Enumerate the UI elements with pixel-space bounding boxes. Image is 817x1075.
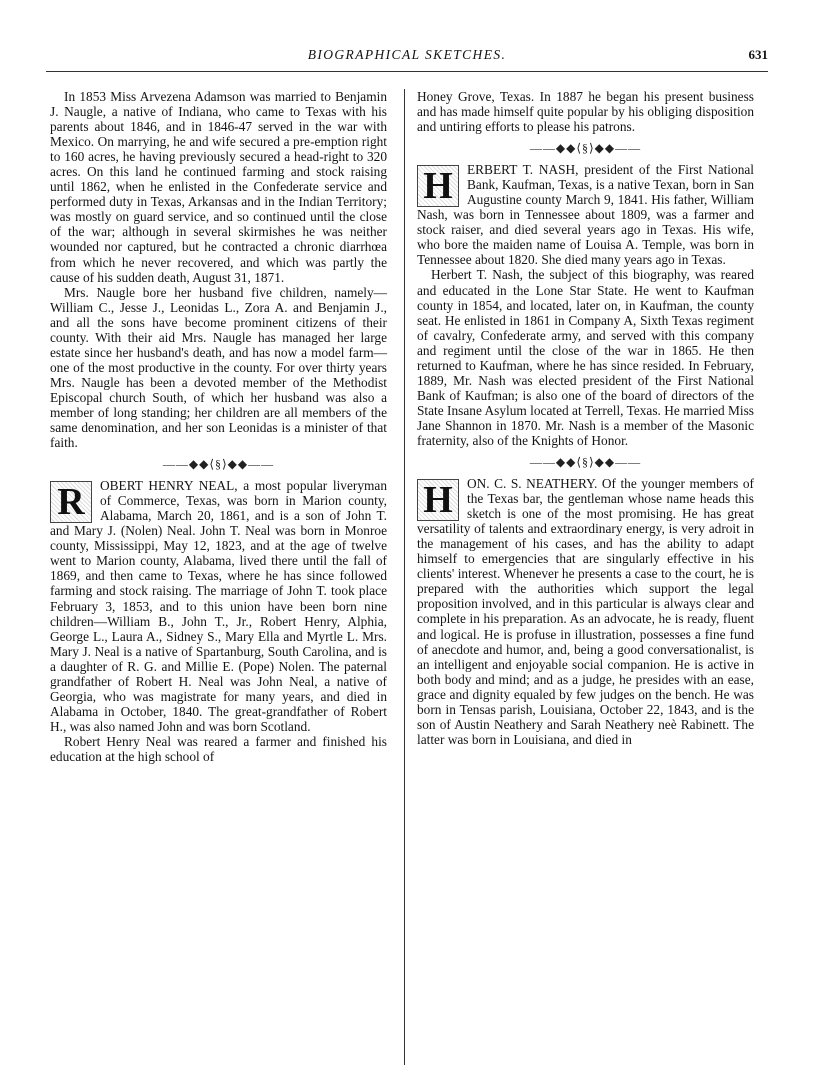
neal-paragraph-2: Robert Henry Neal was reared a farmer and finished his education at the high school of [50, 733, 387, 764]
neal-drop-cap: R [50, 481, 92, 523]
left-column [50, 89, 387, 764]
nash-lead-text: ERBERT T. NASH, president of the First National Bank, Kaufman, Texas, is a native Texan, born in San Augustine county March 9, 1841. His father, William Nash, was born in Tennessee about 1809, was a farmer and stock raiser, and died several years ago in Texas. His wife, who bore the maiden name of Louisa A. Temple, was born in Tennessee about 1820. She died many years ago in Texas. [417, 162, 754, 268]
naugle-paragraph-2: Mrs. Naugle bore her husband five children, namely—William C., Jesse J., Leonidas L., Zora A. and Benjamin J., and all the sons have become prominent citizens of their county. With their aid Mrs. Naugle has managed her large estate since her husband's death, and has now a model farm—one of the most productive in the county. For over thirty years Mrs. Naugle has been a devoted member of the Methodist Episcopal church South, of which her husband was also a member of long standing; her children are all members of the same denomination, and her son Leonidas is a minister of that faith. [50, 284, 387, 451]
neathery-drop-cap: H [417, 479, 459, 521]
section-ornament: ——◆◆⟨§⟩◆◆—— [162, 457, 275, 472]
section-ornament: ——◆◆⟨§⟩◆◆—— [529, 455, 642, 470]
neathery-sketch-lead [417, 476, 754, 747]
neathery-lead-text: ON. C. S. NEATHERY. Of the younger members of the Texas bar, the gentleman whose name heads this sketch is one of the most promising. He has great versatility of talents and extraordinary energy, is very adroit in the management of his cases, and has the ability to adapt himself to emergencies that are singularly effective in his clients' interest. Whenever he presents a case to the court, he is prepared with the authorities which support the legal proposition involved, and in this particular is always clear and complete in his preparation. As an advocate, he is ready, fluent and logical. He is profuse in illustration, possesses a fine fund of anecdote and humor, and, being a good conversationalist, is an intelligent and enjoyable social companion. He is active in both body and mind; and as a judge, he presides with an ease, grace and dignity equaled by few judges on the bench. He was born in Tensas parish, Louisiana, October 22, 1843, and is the son of Austin Neathery and Sarah Neathery neè Rabinett. The latter was born in Louisiana, and died in [417, 476, 754, 747]
neal-continuation: Honey Grove, Texas. In 1887 he began his present business and has made himself quite popular by his obliging disposition and untiring efforts to please his patrons. [417, 89, 754, 135]
running-title: BIOGRAPHICAL SKETCHES. [307, 47, 507, 62]
nash-sketch-lead [417, 162, 754, 267]
nash-drop-cap: H [417, 165, 459, 207]
naugle-paragraph-1: In 1853 Miss Arvezena Adamson was married to Benjamin J. Naugle, a native of Indiana, who came to Texas with his parents about 1846, and in 1846-47 served in the war with Mexico. On marrying, he and wife secured a pre-emption right to 160 acres, he having previously secured a head-right to 320 acres. On this land he continued farming and stock raising until 1862, when he enlisted in the Confederate service and performed duty in Texas, Arkansas and in the Indian Territory; was mostly on guard service, and so continued until the close of the war; although in several skirmishes he was neither wounded nor captured, but he contracted a chronic diarrhœa from which he never recovered, and which was partly the cause of his sudden death, August 31, 1871. [50, 89, 387, 285]
section-ornament: ——◆◆⟨§⟩◆◆—— [529, 141, 642, 156]
header-rule [46, 71, 768, 72]
page-number: 631 [748, 47, 768, 62]
neal-lead-text: OBERT HENRY NEAL, a most popular liveryman of Commerce, Texas, was born in Marion county, Alabama, March 20, 1861, and is a son of John T. and Mary J. (Nolen) Neal. John T. Neal was born in Monroe county, Mississippi, May 12, 1823, and at the age of twelve went to Marion county, Alabama, lived there until the fall of 1869, and then came to Texas, where he has since followed farming and stock raising. The marriage of John T. took place February 3, 1853, and to this union have been born nine children—William B., John T., Jr., Robert Henry, Alphia, George L., Laura A., Sidney S., Mary Ella and Myrtle L. Mrs. Mary J. Neal is a native of Spartanburg, South Carolina, and is a daughter of R. G. and Millie E. (Pope) Nolen. The paternal grandfather of Robert H. Neal was John Neal, a native of Georgia, who was magistrate for many years, and died in Alabama in October, 1840. The great-grandfather of Robert H., was also named John and was born Scotland. [50, 478, 387, 734]
neal-sketch-lead [50, 478, 387, 734]
page-header [46, 47, 768, 67]
column-divider [404, 89, 405, 1065]
right-column [417, 89, 754, 747]
nash-paragraph-2: Herbert T. Nash, the subject of this biography, was reared and educated in the Lone Star State. He went to Kaufman county in 1854, and located, later on, in Kaufman, the county seat. He enlisted in 1861 in Company A, Sixth Texas regiment of cavalry, Confederate army, and served with this company and regiment until the close of the war in 1865. He then returned to Kaufman, where he has since resided. In February, 1889, Mr. Nash was elected president of the First National Bank of Kaufman; is also one of the board of directors of the State Insane Asylum located at Terrell, Texas. He married Miss Jane Shannon in 1870. Mr. Nash is a member of the Masonic fraternity, also of the Knights of Honor. [417, 267, 754, 448]
